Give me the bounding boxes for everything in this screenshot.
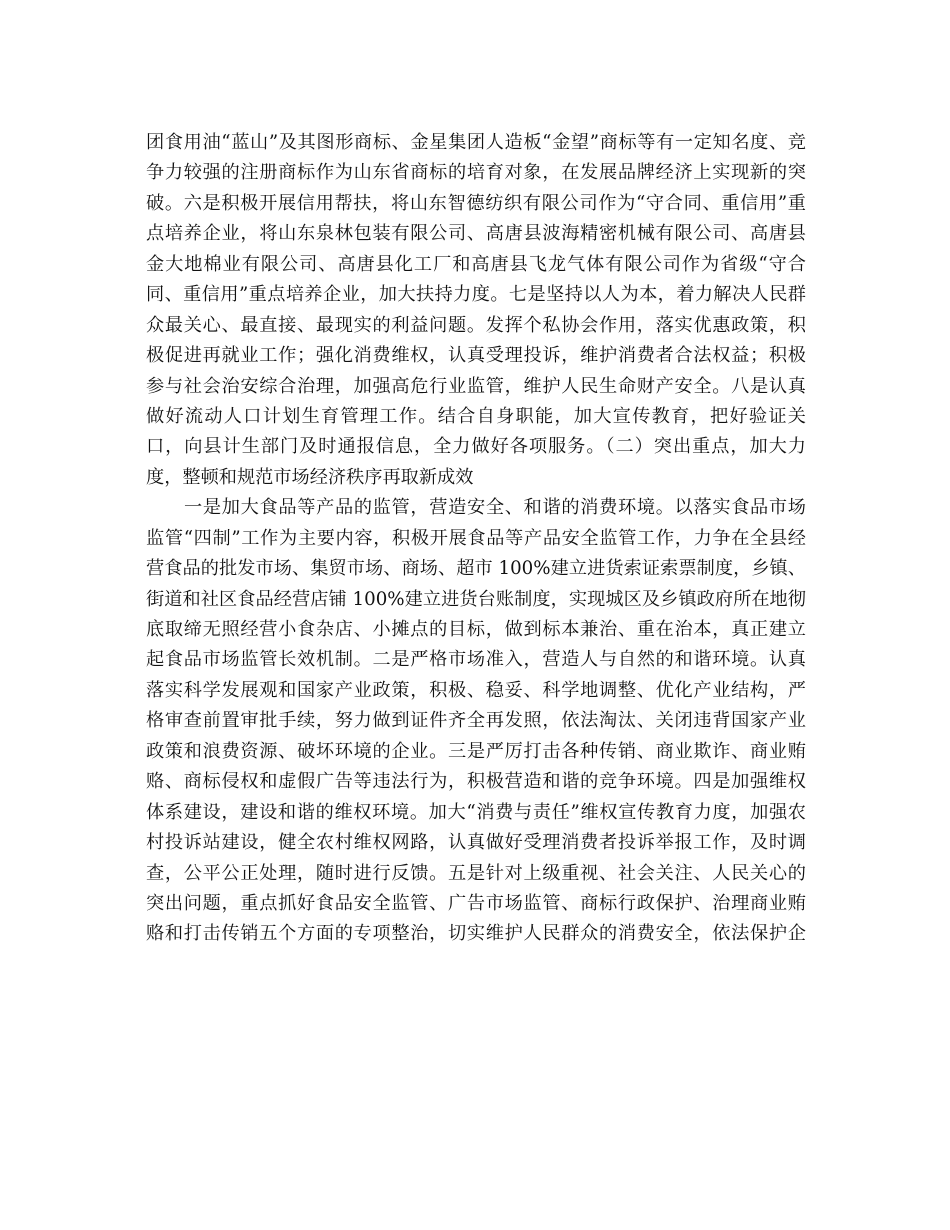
text-line: 政策和浪费资源、破坏环境的企业。三是严厉打击各种传销、商业欺诈、商业贿 (146, 740, 806, 762)
text-line: 团食用油“蓝山”及其图形商标、金星集团人造板“金望”商标等有一定知名度、竞 (146, 132, 806, 153)
text-line-last: 度，整顿和规范市场经济秩序再取新成效 (146, 466, 474, 488)
text-line: 落实科学发展观和国家产业政策，积极、稳妥、科学地调整、优化产业结构，严 (146, 679, 806, 701)
text-line: 村投诉站建设，健全农村维权网路，认真做好受理消费者投诉举报工作，及时调 (146, 832, 806, 854)
text-line: 争力较强的注册商标作为山东省商标的培育对象，在发展品牌经济上实现新的突 (146, 162, 806, 184)
text-line: 突出问题，重点抓好食品安全监管、广告市场监管、商标行政保护、治理商业贿 (146, 892, 806, 914)
text-line: 参与社会治安综合治理，加强高危行业监管，维护人民生命财产安全。八是认真 (146, 375, 806, 397)
text-line: 赂、商标侵权和虚假广告等违法行为，积极营造和谐的竞争环境。四是加强维权 (146, 771, 806, 793)
text-line: 街道和社区食品经营店铺 100%建立进货台账制度，实现城区及乡镇政府所在地彻 (146, 588, 806, 610)
text-line: 口，向县计生部门及时通报信息，全力做好各项服务。（二）突出重点，加大力 (146, 436, 806, 458)
text-line: 做好流动人口计划生育管理工作。结合自身职能，加大宣传教育，把好验证关 (146, 405, 806, 427)
text-line: 起食品市场监管长效机制。二是严格市场准入，营造人与自然的和谐环境。认真 (146, 649, 806, 671)
text-line: 格审查前置审批手续，努力做到证件齐全再发照，依法淘汰、关闭违背国家产业 (146, 710, 806, 732)
text-line: 金大地棉业有限公司、高唐县化工厂和高唐县飞龙气体有限公司作为省级“守合 (146, 253, 806, 275)
text-line: 底取缔无照经营小食杂店、小摊点的目标，做到标本兼治、重在治本，真正建立 (146, 619, 806, 640)
text-line: 点培养企业，将山东泉林包装有限公司、高唐县波海精密机械有限公司、高唐县 (146, 223, 806, 245)
text-line: 监管“四制”工作为主要内容，积极开展食品等产品安全监管工作，力争在全县经 (146, 527, 806, 549)
text-line: 众最关心、最直接、最现实的利益问题。发挥个私协会作用，落实优惠政策，积 (146, 314, 806, 336)
body-text (146, 128, 806, 950)
text-line: 破。六是积极开展信用帮扶，将山东智德纺织有限公司作为“守合同、重信用”重 (146, 192, 806, 214)
text-line: 体系建设，建设和谐的维权环境。加大“消费与责任”维权宣传教育力度，加强农 (146, 801, 806, 823)
text-line: 极促进再就业工作；强化消费维权，认真受理投诉，维护消费者合法权益；积极 (146, 345, 806, 367)
text-line: 查，公平公正处理，随时进行反馈。五是针对上级重视、社会关注、人民关心的 (146, 862, 806, 884)
paragraph-first-line: 一是加大食品等产品的监管，营造安全、和谐的消费环境。以落实食品市场 (184, 497, 806, 519)
text-line: 营食品的批发市场、集贸市场、商场、超市 100%建立进货索证索票制度，乡镇、 (146, 558, 806, 580)
text-line: 赂和打击传销五个方面的专项整治，切实维护人民群众的消费安全，依法保护企 (146, 923, 806, 945)
text-line: 同、重信用”重点培养企业，加大扶持力度。七是坚持以人为本，着力解决人民群 (146, 284, 806, 306)
